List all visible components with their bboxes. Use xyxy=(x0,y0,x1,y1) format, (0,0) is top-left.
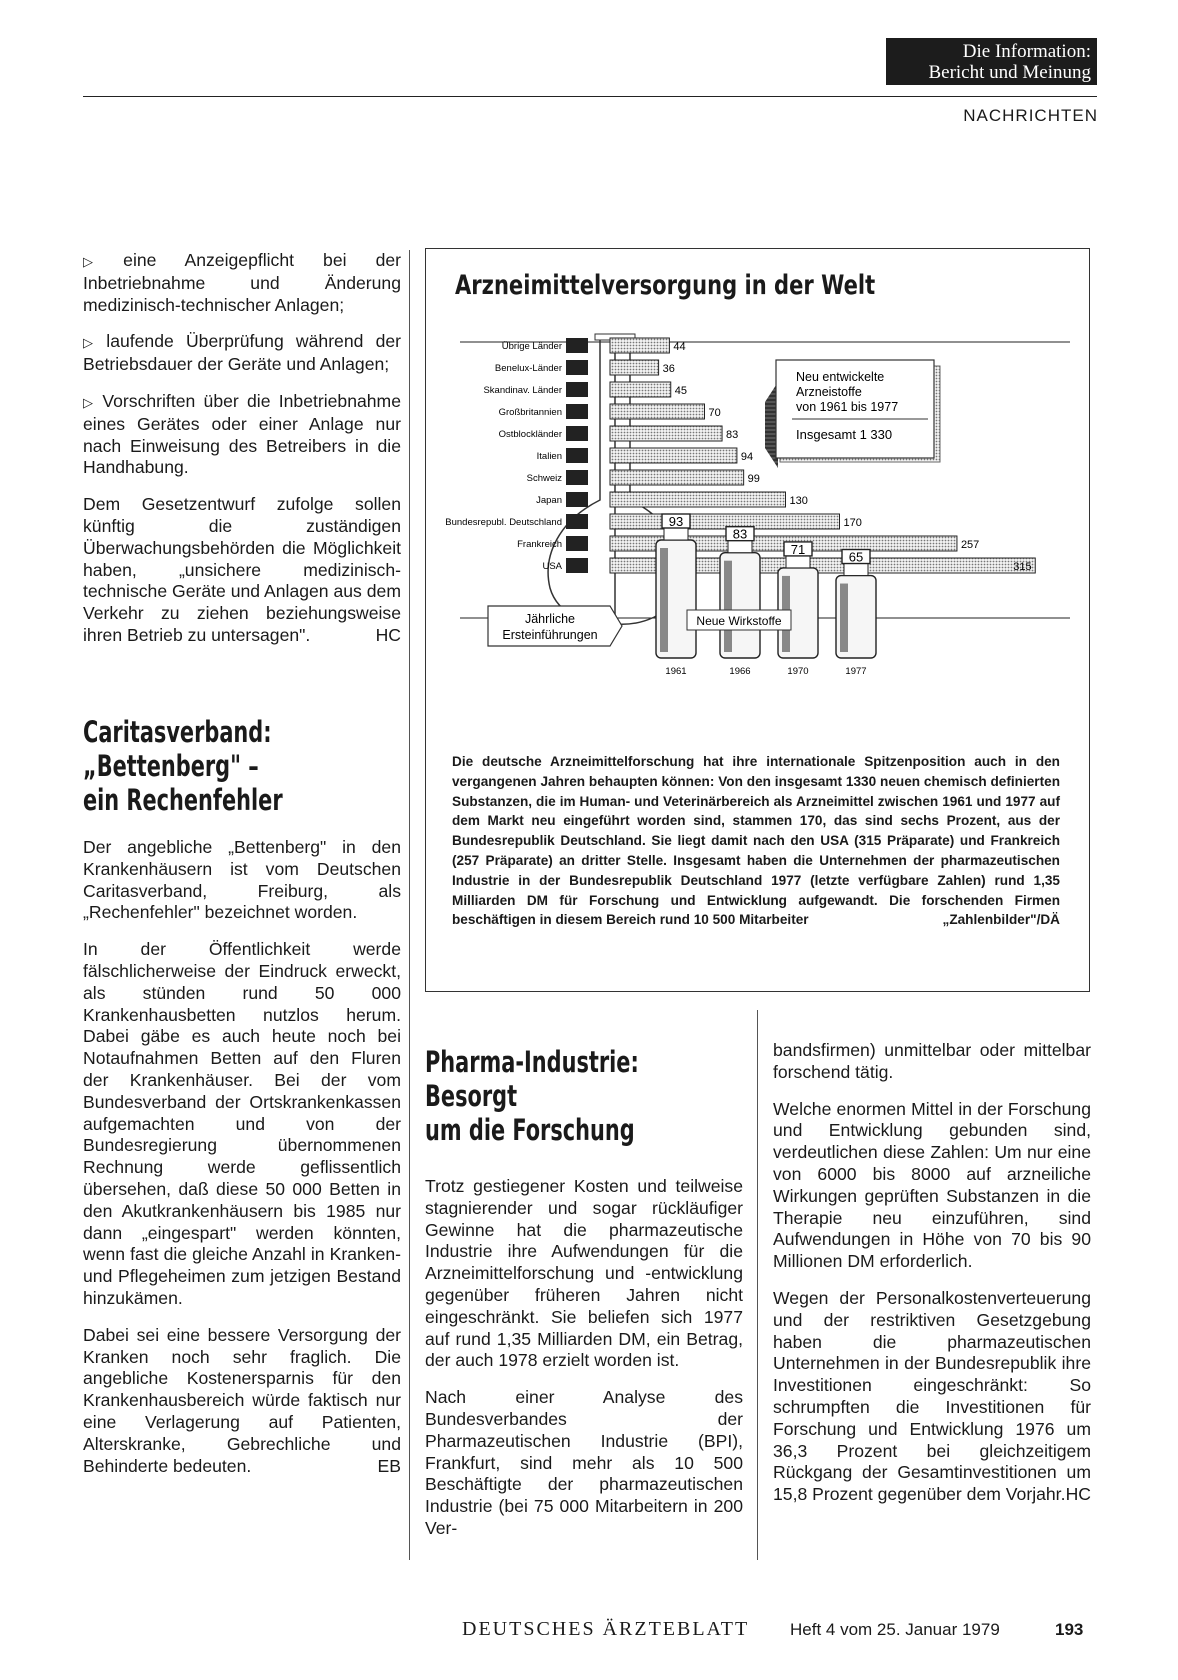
article-paragraph-text: Dabei sei eine bessere Versorgung der Kranken noch sehr fraglich. Die angebliche Kostenersparnis für den Krankenhausbereich würde faktisch nur eine Verlagerung auf Patienten, Alterskranke, Gebrechliche und Behinderte bedeuten. xyxy=(83,1324,401,1476)
column-rule xyxy=(409,250,410,1560)
bar xyxy=(610,426,722,441)
bar xyxy=(610,360,659,375)
bar-base xyxy=(566,558,588,573)
chart-caption xyxy=(452,752,1060,930)
category-label: Ostblockländer xyxy=(498,429,562,440)
value-label: 70 xyxy=(708,407,721,419)
bar xyxy=(610,492,786,507)
bar-base xyxy=(566,360,588,375)
bottle-value: 71 xyxy=(790,541,806,557)
bullet-item xyxy=(83,391,401,479)
chart-source: „Zahlenbilder"/DÄ xyxy=(942,912,1060,928)
value-label: 45 xyxy=(674,385,687,397)
section-box-line1: Die Information: xyxy=(962,41,1091,62)
bar xyxy=(610,404,705,419)
bottle-shade xyxy=(840,584,848,652)
pharma-column-1 xyxy=(425,1176,743,1555)
category-label: Frankreich xyxy=(517,539,562,550)
bar-base xyxy=(566,382,588,397)
article-paragraph: In der Öffentlichkeit werde fälschlicherweise der Eindruck erweckt, als stünden rund 50 000 Krankenhausbetten nutzlos herum. Dabei gäbe es auch heute noch bei Notaufnahmen Betten auf den Fluren der Krankenhäuser. Bei der vom Bundesverband der Ortskrankenkassen aufgemachten und von der Bundesregierung übernommenen Rechnung werde geflissentlich übersehen, daß diese 50 000 Betten in den Akutkrankenhäusern bis 1985 nur dann „eingespart" werden könnten, wenn fast die gleiche Anzahl in Kranken- und Pflegeheimen zum jetzigen Bestand hinzukämen. xyxy=(83,939,401,1308)
article-paragraph xyxy=(83,1325,401,1478)
section-box xyxy=(886,38,1097,85)
category-label: USA xyxy=(542,561,562,572)
value-label: 315 xyxy=(1013,561,1032,573)
value-label: 257 xyxy=(960,539,980,551)
column-rule xyxy=(757,1010,758,1560)
bar-base xyxy=(566,470,588,485)
bar-base xyxy=(566,536,588,551)
signature: HC xyxy=(375,624,401,645)
bar-base xyxy=(566,426,588,441)
footer-magazine: DEUTSCHES ÄRZTEBLATT xyxy=(462,1618,750,1640)
bar xyxy=(610,470,744,485)
pharma-paragraph: bandsfirmen) unmittelbar oder mittelbar forschend tätig. xyxy=(773,1040,1091,1082)
category-label: Schweiz xyxy=(526,473,562,484)
bar xyxy=(610,382,671,397)
pharma-paragraph: Trotz gestiegener Kosten und teilweise stagnierender und sogar rückläufiger Gewinne hat die pharmazeutische Industrie ihre Aufwendungen für die Arzneimittelforschung und -entwicklung gegenüber früheren Jahren nicht eingeschränkt. Sie beliefen sich 1977 auf rund 1,35 Milliarden DM, ein Betrag, der auch 1978 erzielt worden ist. xyxy=(425,1176,743,1371)
bar-base xyxy=(566,448,588,463)
value-label: 83 xyxy=(726,429,739,441)
chart-caption-text: Die deutsche Arzneimittelforschung hat ihre internationale Spitzenposition auch in den vergangenen Jahren behaupten können: Von den insgesamt 1330 neuen chemisch definierten Substanzen, die im Human- und Veterinärbereich als Arzneimittel zwischen 1961 und 1977 auf dem Markt neu eingeführt worden sind, stammen 170, das sind sechs Prozent, aus der Bundesrepublik Deutschland. Sie liegt damit nach den USA (315 Präparate) und Frankreich (257 Präparate) an dritter Stelle. Insgesamt haben die Unternehmen der pharmazeutischen Industrie in der Bundesrepublik Deutschland 1977 (letzte verfügbare Zahlen) rund 1,35 Milliarden DM für Forschung und Entwicklung aufgewandt. Die forschenden Firmen beschäftigen in diesem Bereich rund 10 500 Mitarbeiter xyxy=(452,754,1060,928)
footer-issue: Heft 4 vom 25. Januar 1979 xyxy=(790,1620,1000,1639)
triangle-icon: ▷ xyxy=(83,394,97,410)
value-label: 44 xyxy=(673,341,686,353)
bullet-text: laufende Überprüfung während der Betriebsdauer der Geräte und Anlagen; xyxy=(83,331,401,375)
bar-base xyxy=(566,492,588,507)
bottle-shade xyxy=(660,548,668,652)
bullet-item xyxy=(83,250,401,316)
chart xyxy=(440,320,1080,730)
year-label: 1961 xyxy=(665,666,687,677)
pharma-paragraph: Welche enormen Mittel in der Forschung und Entwicklung gebunden sind, verdeutlichen diese Zahlen: Um nur eine von 6000 bis 8000 auf arzneiliche Wirkungen geprüften Substanzen in die Therapie neu einzuführen, sind Aufwendungen in Höhe von 70 bis 90 Millionen DM erforderlich. xyxy=(773,1098,1091,1272)
bullet-text: Vorschriften über die Inbetriebnahme eines Gerätes oder einer Anlage nur nach Einweisung des Betreibers in die Handhabung. xyxy=(83,390,401,478)
bottle-shade xyxy=(724,561,732,652)
bullet-text: eine Anzeigepflicht bei der Inbetriebnahme und Änderung medizinisch-technischer Anlagen; xyxy=(83,250,402,315)
value-label: 94 xyxy=(740,451,754,463)
bottle-value: 93 xyxy=(668,514,684,529)
chart-title: Arzneimittelversorgung in der Welt xyxy=(455,270,876,301)
bar xyxy=(610,338,669,353)
caritas-article xyxy=(83,837,401,1492)
closing-paragraph-text: Dem Gesetzentwurf zufolge sollen künftig die zuständigen Überwachungsbehörden die Möglichkeit haben, „unsichere medizinisch-technische Geräte und Anlagen aus dem Verkehr zu ziehen beziehungsweise ihren Betrieb zu untersagen". xyxy=(83,494,401,645)
article-headline: Caritasverband: „Bettenberg" – ein Rechenfehler xyxy=(83,715,283,817)
pharma-headline-wrap xyxy=(425,1045,755,1147)
value-label: 130 xyxy=(789,495,808,507)
value-label: 170 xyxy=(843,517,862,529)
closing-paragraph xyxy=(83,494,401,647)
pharma-paragraph xyxy=(773,1288,1091,1506)
category-label: Italien xyxy=(536,451,562,462)
category-label: Skandinav. Länder xyxy=(483,385,562,396)
category-label: Japan xyxy=(536,495,562,506)
bar xyxy=(610,514,840,529)
callout-line: Arzneistoffe xyxy=(796,385,862,399)
category-label: Großbritannien xyxy=(498,407,562,418)
section-label: NACHRICHTEN xyxy=(963,106,1098,125)
callout-line: von 1961 bis 1977 xyxy=(796,400,899,414)
article-paragraph: Der angebliche „Bettenberg" in den Krankenhäusern ist vom Deutschen Caritasverband, Freiburg, als „Rechenfehler" bezeichnet worden. xyxy=(83,837,401,923)
section-box-line2: Bericht und Meinung xyxy=(928,62,1091,83)
year-label: 1970 xyxy=(787,666,809,677)
left-column xyxy=(83,250,401,662)
arrow-label-line: Jährliche xyxy=(524,612,576,626)
signature: EB xyxy=(377,1455,401,1476)
category-label: Übrige Länder xyxy=(501,341,562,352)
year-label: 1977 xyxy=(845,666,867,677)
value-label: 36 xyxy=(662,363,675,375)
triangle-icon: ▷ xyxy=(83,335,101,351)
pharma-headline: Pharma-Industrie: Besorgt um die Forschung xyxy=(425,1045,639,1147)
category-label: Bundesrepubl. Deutschland xyxy=(445,517,562,528)
bottle-value: 65 xyxy=(848,549,864,565)
pharma-paragraph: Nach einer Analyse des Bundesverbandes der Pharmazeutischen Industrie (BPI), Frankfurt, sind mehr als 10 500 Beschäftigte der pharmazeutischen Industrie (bei 75 000 Mitarbeitern in 200 Ver- xyxy=(425,1387,743,1538)
pharma-paragraph-text: Wegen der Personalkostenverteuerung und der restriktiven Gesetzgebung haben die pharmazeutischen Unternehmen in der Bundesrepublik ihre Investitionen eingeschränkt: So schrumpften die Investitionen für Forschung und Entwicklung 1976 um 36,3 Prozent bei gleichzeitigem Rückgang der Gesamtinvestitionen um 15,8 Prozent gegenüber dem Vorjahr. xyxy=(773,1287,1091,1505)
bar xyxy=(610,448,737,463)
neue-wirkstoffe-label xyxy=(687,610,791,630)
arrow-label-line: Ersteinführungen xyxy=(502,628,598,642)
bar-base xyxy=(566,404,588,419)
callout-total: Insgesamt 1 330 xyxy=(796,427,893,442)
triangle-icon: ▷ xyxy=(83,254,118,269)
bottle-value: 83 xyxy=(732,526,748,542)
pharma-column-2 xyxy=(773,1040,1091,1521)
callout-box xyxy=(765,360,940,468)
bullet-item xyxy=(83,331,401,376)
neue-wirkstoffe-text: Neue Wirkstoffe xyxy=(696,614,782,628)
year-label: 1966 xyxy=(729,666,751,677)
page-number: 193 xyxy=(1055,1620,1084,1639)
signature: HC xyxy=(1065,1484,1091,1505)
bar-base xyxy=(566,338,588,353)
bar-base xyxy=(566,514,588,529)
callout-line: Neu entwickelte xyxy=(796,370,885,384)
ersteinfuehrungen-arrow xyxy=(488,606,622,646)
header-rule xyxy=(83,96,1097,97)
value-label: 99 xyxy=(747,473,760,485)
caritas-headline-wrap xyxy=(83,715,483,817)
category-label: Benelux-Länder xyxy=(494,363,562,374)
